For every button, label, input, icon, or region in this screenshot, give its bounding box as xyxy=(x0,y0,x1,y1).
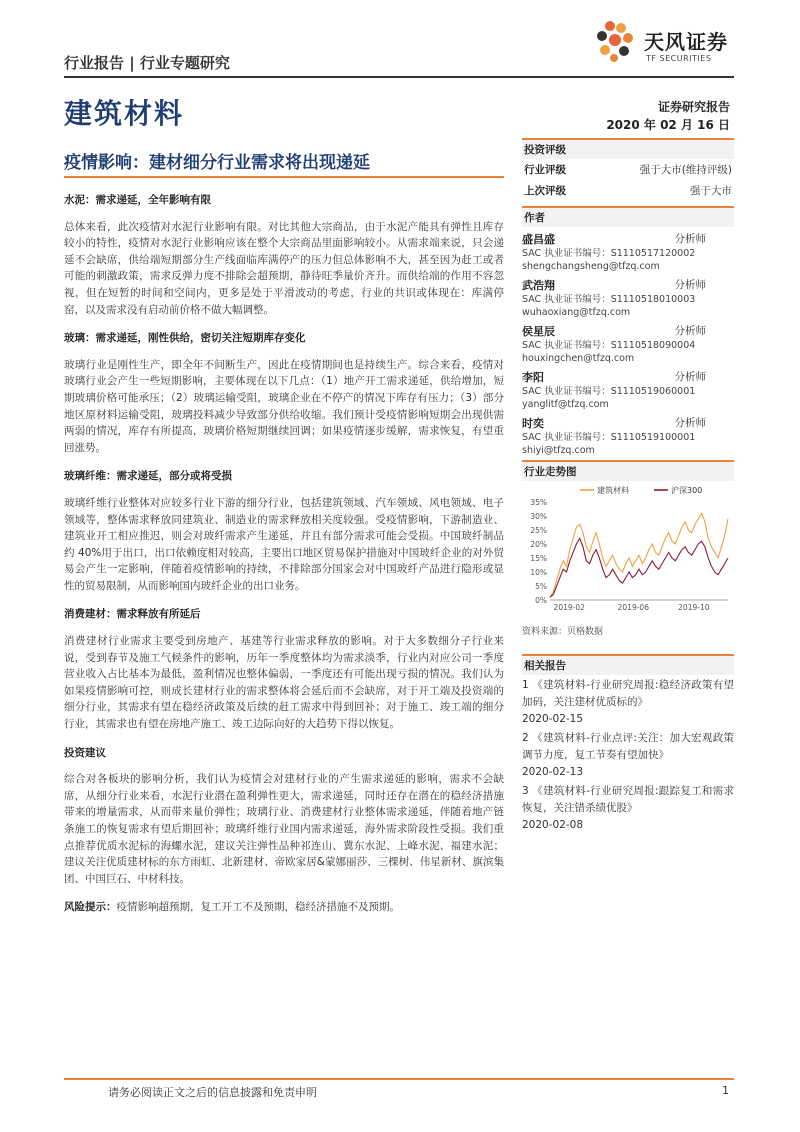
analyst-sac: SAC 执业证书编号：S1110518010003 xyxy=(522,294,696,305)
rating-row xyxy=(522,180,734,201)
section-heading: 投资建议 xyxy=(64,746,106,759)
x-tick-label: 2019-10 xyxy=(678,603,710,612)
analyst-entry xyxy=(522,415,734,457)
y-tick-label: 5% xyxy=(535,582,547,591)
section-heading: 水泥：需求递延，全年影响有限 xyxy=(64,194,211,206)
x-tick-label: 2019-06 xyxy=(617,603,649,612)
authors-heading: 作者 xyxy=(522,206,734,227)
analyst-entry xyxy=(522,277,734,319)
risk-text: 疫情影响超预期，复工开工不及预期，稳经济措施不及预期。 xyxy=(116,901,400,914)
y-tick-label: 30% xyxy=(530,512,547,521)
related-report-date: 2020-02-08 xyxy=(522,819,584,831)
report-date: 2020 年 02 月 16 日 xyxy=(606,118,730,132)
industry-name: 建筑材料 xyxy=(64,97,185,130)
analyst-name: 武浩翔 xyxy=(522,279,555,292)
section-body: 总体来看，此次疫情对水泥行业影响有限。对比其他大宗商品，由于水泥产能具有弹性且库存较小的特性，疫情对水泥行业影响应该在整个大宗商品里面影响较小。从需求端来说，只会递延不会缺席，供给端短期部分生产线面临库满停产的压力但总体影响不大，甚至因为赶工或者可能的刺激政策，需求反弹力度不排除会超预期，静待旺季量价齐升。而供给端的作用不容忽视，但在短暂的时间和空间内，更多是处于平滑波动的考虑，行业的共识或体现在：库满停窑，以及需求没有启动前价格不做大幅调整。 xyxy=(64,220,504,316)
y-tick-label: 20% xyxy=(530,540,547,549)
analyst-name: 盛昌盛 xyxy=(522,233,555,246)
chart-source: 资料来源：贝格数据 xyxy=(522,627,604,637)
section-body: 消费建材行业需求主要受到房地产、基建等行业需求释放的影响。对于大多数细分子行业来说，受到春节及施工气候条件的影响，历年一季度整体均为需求淡季，行业内对应公司一季度营业收入占比基本为最低，盈利情况也整体偏弱，一季度还有可能出现亏损的情况。我们认为如果疫情影响可控，则成长建材行业的需求整体将会延后而不会缺席，对于开工端及投资端的细分行业，其需求有望在稳经济政策及后续的赶工需求中得到回补；对于施工、竣工端的细分行业，其需求也有望在房地产施工、竣工边际向好的大趋势下得以恢复。 xyxy=(64,635,504,731)
rating-value: 强于大市(维持评级) xyxy=(639,164,732,176)
logo-text: 天风证券 xyxy=(644,30,728,54)
related-heading: 相关报告 xyxy=(522,654,734,675)
analyst-email[interactable]: shengchangsheng@tfzq.com xyxy=(522,261,660,272)
logo-subtext: TF SECURITIES xyxy=(646,54,712,63)
rating-key: 上次评级 xyxy=(524,185,566,197)
rating-panel xyxy=(522,138,734,201)
analyst-title: 分析师 xyxy=(674,371,706,383)
section-heading: 玻璃纤维：需求递延，部分或将受损 xyxy=(64,470,232,483)
report-title: 疫情影响：建材细分行业需求将出现递延 xyxy=(64,153,370,173)
y-tick-label: 15% xyxy=(530,554,547,563)
legend-label: 建筑材料 xyxy=(597,486,629,495)
analyst-entry xyxy=(522,231,734,273)
risk-label: 风险提示： xyxy=(64,901,117,914)
legend-label: 沪深300 xyxy=(671,486,703,495)
related-panel xyxy=(522,654,734,834)
main-content xyxy=(64,192,504,928)
footer-divider xyxy=(64,1078,734,1080)
analyst-title: 分析师 xyxy=(674,325,706,337)
series-line-csi300 xyxy=(550,538,728,597)
analyst-name: 侯星辰 xyxy=(522,325,555,338)
related-report-link[interactable]: 1 《建筑材料-行业研究周报:稳经济政策有望加码，关注建材优质标的》 xyxy=(522,679,734,708)
logo-mark-icon xyxy=(590,18,644,68)
doc-type: 行业报告 | 行业专题研究 xyxy=(64,54,230,72)
report-type: 证券研究报告 xyxy=(657,100,730,114)
rating-heading: 投资评级 xyxy=(522,138,734,159)
y-tick-label: 25% xyxy=(530,526,547,535)
x-tick-label: 2019-02 xyxy=(553,603,585,612)
trend-chart-svg xyxy=(522,478,734,618)
analyst-email[interactable]: yanglitf@tfzq.com xyxy=(522,399,609,410)
footer-disclaimer: 请务必阅读正文之后的信息披露和免责申明 xyxy=(108,1086,317,1099)
related-report-date: 2020-02-15 xyxy=(522,713,584,725)
analyst-sac: SAC 执业证书编号：S1110518090004 xyxy=(522,340,696,351)
header-divider xyxy=(64,76,734,78)
authors-panel xyxy=(522,206,734,457)
analyst-entry xyxy=(522,323,734,365)
y-tick-label: 0% xyxy=(535,596,547,605)
section-heading: 玻璃：需求递延，刚性供给，密切关注短期库存变化 xyxy=(64,332,306,345)
analyst-sac: SAC 执业证书编号：S1110519060001 xyxy=(522,386,696,397)
analyst-entry xyxy=(522,369,734,411)
section-body: 玻璃行业是刚性生产，即全年不间断生产，因此在疫情期间也是持续生产。综合来看，疫情对玻璃行业会产生一些短期影响，主要体现在以下几点：（1）地产开工需求递延，供给增加，短期玻璃价格可能承压；（2）玻璃运输受阻，玻璃企业在不停产的情况下库存有压力；（3）部分地区原材料运输受阻，玻璃投料减少导致部分供给收缩。我们预计受疫情影响短期会出现供需两弱的情况，库存有所提高，玻璃价格短期继续回调；如果疫情逐步缓解，需求恢复，有望重回涨势。 xyxy=(64,358,504,454)
analyst-email[interactable]: houxingchen@tfzq.com xyxy=(522,353,635,364)
analyst-title: 分析师 xyxy=(674,279,706,291)
analyst-title: 分析师 xyxy=(674,233,706,245)
series-line-building-materials xyxy=(550,513,728,597)
related-report-date: 2020-02-13 xyxy=(522,766,584,778)
analyst-sac: SAC 执业证书编号：S1110519100001 xyxy=(522,432,696,443)
rating-key: 行业评级 xyxy=(524,164,566,176)
chart-heading: 行业走势图 xyxy=(522,460,734,481)
section-body: 玻璃纤维行业整体对应较多行业下游的细分行业，包括建筑领域、汽车领域、风电领域、电子领域等，整体需求释放同建筑业、制造业的需求释放相关度较强。受疫情影响，下游制造业、建筑业开工相应推迟，则会对玻纤需求产生递延，并且有部分需求可能会受损。中国玻纤制品约 40%用于出口，出口依赖度相对较高，主要出口地区贸易保护措施对中国玻纤企业的对外贸易会产生一定影响，伴随着疫情影响的持续，不排除部分国家会对中国玻纤产品进行隐形或显性的贸易限制，从而影响国内玻纤企业的出口业务。 xyxy=(64,496,504,592)
analyst-email[interactable]: shiyi@tfzq.com xyxy=(522,445,595,456)
related-report-link[interactable]: 2 《建筑材料-行业点评:关注：加大宏观政策调节力度，复工节奏有望加快》 xyxy=(522,732,734,761)
related-report-link[interactable]: 3 《建筑材料-行业研究周报:跟踪复工和需求恢复，关注错杀绩优股》 xyxy=(522,785,734,814)
analyst-email[interactable]: wuhaoxiang@tfzq.com xyxy=(522,307,631,318)
analyst-title: 分析师 xyxy=(674,417,706,429)
title-underline xyxy=(64,176,504,178)
analyst-name: 李阳 xyxy=(522,371,544,384)
risk-warning xyxy=(64,899,504,916)
section-body: 综合对各板块的影响分析，我们认为疫情会对建材行业的产生需求递延的影响，需求不会缺席，从细分行业来看，水泥行业潜在盈利弹性更大，需求递延，同时还存在潜在的稳经济措施带来的增量需求，从而带来量价弹性；玻璃行业、消费建材行业整体需求递延，伴随着地产链条施工的恢复需求有望后期回补；玻璃纤维行业国内需求递延，海外需求阶段性受损。我们重点推荐优质水泥标的海螺水泥，建议关注弹性品种祁连山、冀东水泥、上峰水泥、福建水泥；建议关注优质建材标的东方雨虹、北新建材、帝欧家居&蒙娜丽莎、三棵树、伟星新材、旗滨集团、中国巨石、中材科技。 xyxy=(64,773,504,885)
trend-chart xyxy=(522,478,734,618)
analyst-name: 时奕 xyxy=(522,417,544,430)
analyst-sac: SAC 执业证书编号：S1110517120002 xyxy=(522,248,696,259)
rating-row xyxy=(522,159,734,180)
y-tick-label: 10% xyxy=(530,568,547,577)
y-tick-label: 35% xyxy=(530,498,547,507)
page-number: 1 xyxy=(722,1084,729,1097)
section-heading: 消费建材：需求释放有所延后 xyxy=(64,608,201,621)
rating-value: 强于大市 xyxy=(690,185,732,197)
